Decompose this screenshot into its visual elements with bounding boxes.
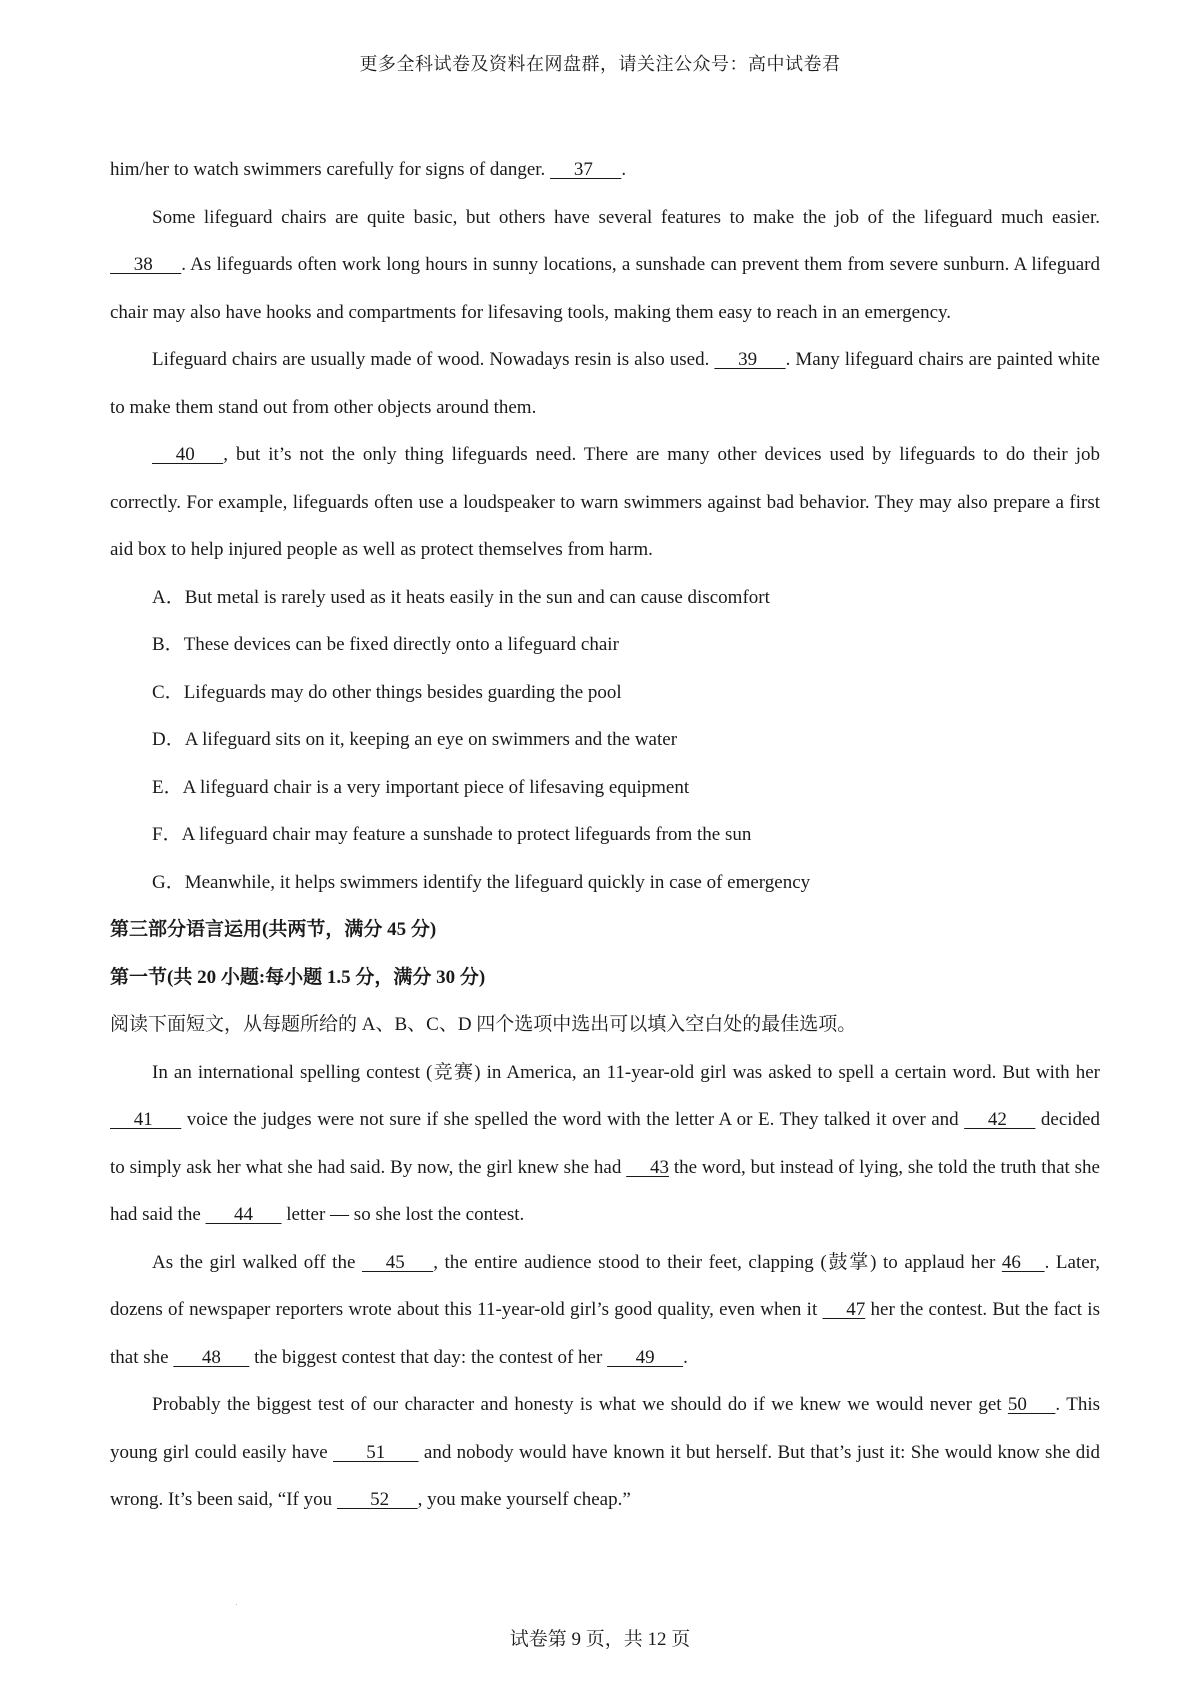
option-text: Meanwhile, it helps swimmers identify the lifeguard quickly in case of emergency [184, 871, 811, 893]
text: her the contest. But the fact is that she [110, 1299, 1100, 1368]
text: . Many lifeguard chairs are painted white to make them stand out from other objects around them. [110, 349, 1100, 418]
text: . [683, 1346, 688, 1368]
text: Some lifeguard chairs are quite basic, but others have several features to make the job of the lifeguard much easier. [152, 206, 1100, 228]
blank-52: 52 [336, 1489, 418, 1510]
blank-38: 38 [110, 254, 182, 275]
text: and nobody would have known it but herself. But that’s just it: She would know she did wrong. It’s been said, “If you [110, 1441, 1101, 1510]
option-text: But metal is rarely used as it heats easily in the sun and can cause discomfort [184, 586, 770, 608]
blank-46: 46 [1001, 1251, 1045, 1273]
blank-48: 48 [173, 1346, 250, 1368]
text: . Later, dozens of newspaper reporters wrote about this 11-year-old girl’s good quality, even when it [110, 1251, 1100, 1320]
blank-43: 43 [626, 1156, 669, 1178]
blank-37: 37 [550, 159, 622, 180]
paragraph-a1 [110, 146, 1100, 194]
page-header: 更多全科试卷及资料在网盘群，请关注公众号：高中试卷君 [359, 54, 841, 74]
text: , but it’s not the only thing lifeguards need. There are many other devices used by lifeguards to do their job correctly. For example, lifeguards often use a loudspeaker to warn swimmers against bad behavior. They may also prepare a first aid box to help injured people as well as protect themselves from harm. [110, 444, 1100, 560]
blank-41: 41 [110, 1109, 182, 1130]
blank-45: 45 [361, 1251, 434, 1273]
option-letter: E． [152, 776, 183, 798]
paragraph-a3 [110, 336, 1100, 431]
paragraph-a4 [110, 431, 1100, 574]
text: decided to simply ask her what she had said. By now, the girl knew she had [110, 1109, 1100, 1178]
option-c [110, 669, 1100, 717]
section-title: 第三部分语言运用(共两节，满分 45 分) [110, 919, 437, 940]
text: In an international spelling contest (竞赛) in America, an 11-year-old girl was asked to spell a certain word. But with her [152, 1061, 1100, 1083]
blank-51: 51 [333, 1441, 419, 1463]
option-letter: D． [152, 729, 185, 750]
option-text: These devices can be fixed directly onto a lifeguard chair [183, 634, 619, 655]
option-text: A lifeguard chair is a very important piece of lifesaving equipment [182, 776, 690, 798]
text: , you make yourself cheap.” [417, 1489, 631, 1510]
blank-50: 50 [1007, 1394, 1056, 1415]
option-a [110, 574, 1100, 622]
exam-content [110, 146, 1100, 1524]
option-d [110, 716, 1100, 764]
text: . [621, 159, 627, 180]
text: . This young girl could easily have [110, 1394, 1100, 1463]
option-text: A lifeguard chair may feature a sunshade to protect lifeguards from the sun [181, 824, 752, 845]
blank-49: 49 [607, 1346, 684, 1368]
text: . As lifeguards often work long hours in sunny locations, a sunshade can prevent them from severe sunburn. A lifeguard chair may also have hooks and compartments for lifesaving tools, making them easy to reach in an emergency. [110, 254, 1100, 323]
paragraph-b1 [110, 1049, 1100, 1239]
option-letter: G． [152, 871, 185, 893]
blank-40: 40 [152, 444, 224, 465]
option-g [110, 859, 1100, 907]
paragraph-b3 [110, 1381, 1100, 1524]
option-letter: F． [152, 824, 182, 845]
scan-speck [236, 1604, 237, 1605]
page-footer: 试卷第 9 页，共 12 页 [509, 1629, 691, 1650]
option-e [110, 764, 1100, 812]
option-b [110, 621, 1100, 669]
paragraph-b2 [110, 1239, 1100, 1382]
subsection-title: 第一节(共 20 小题:每小题 1.5 分，满分 30 分) [110, 966, 486, 988]
text: , the entire audience stood to their feet, clapping (鼓掌) to applaud her [433, 1251, 1002, 1273]
text: letter — so she lost the contest. [281, 1204, 525, 1225]
option-text: A lifeguard sits on it, keeping an eye on swimmers and the water [184, 729, 678, 750]
text: As the girl walked off the [152, 1251, 362, 1273]
text: Probably the biggest test of our character and honesty is what we should do if we knew we would never get [152, 1394, 1008, 1415]
text: Lifeguard chairs are usually made of wood. Nowadays resin is also used. [152, 349, 715, 370]
blank-44: 44 [205, 1204, 282, 1225]
paragraph-a2 [110, 194, 1100, 337]
blank-42: 42 [964, 1109, 1036, 1130]
option-text: Lifeguards may do other things besides guarding the pool [183, 681, 622, 703]
option-f [110, 811, 1100, 859]
text: the word, but instead of lying, she told the truth that she had said the [110, 1156, 1100, 1225]
blank-39: 39 [714, 349, 786, 370]
text: him/her to watch swimmers carefully for signs of danger. [110, 159, 551, 180]
blank-47: 47 [822, 1299, 866, 1320]
option-letter: C． [152, 681, 184, 703]
instruction: 阅读下面短文，从每题所给的 A、B、C、D 四个选项中选出可以填入空白处的最佳选项。 [110, 1014, 857, 1035]
text: the biggest contest that day: the contest of her [249, 1346, 608, 1368]
text: voice the judges were not sure if she spelled the word with the letter A or E. They talked it over and [181, 1109, 965, 1130]
option-letter: B． [152, 634, 184, 655]
option-letter: A． [152, 586, 185, 608]
